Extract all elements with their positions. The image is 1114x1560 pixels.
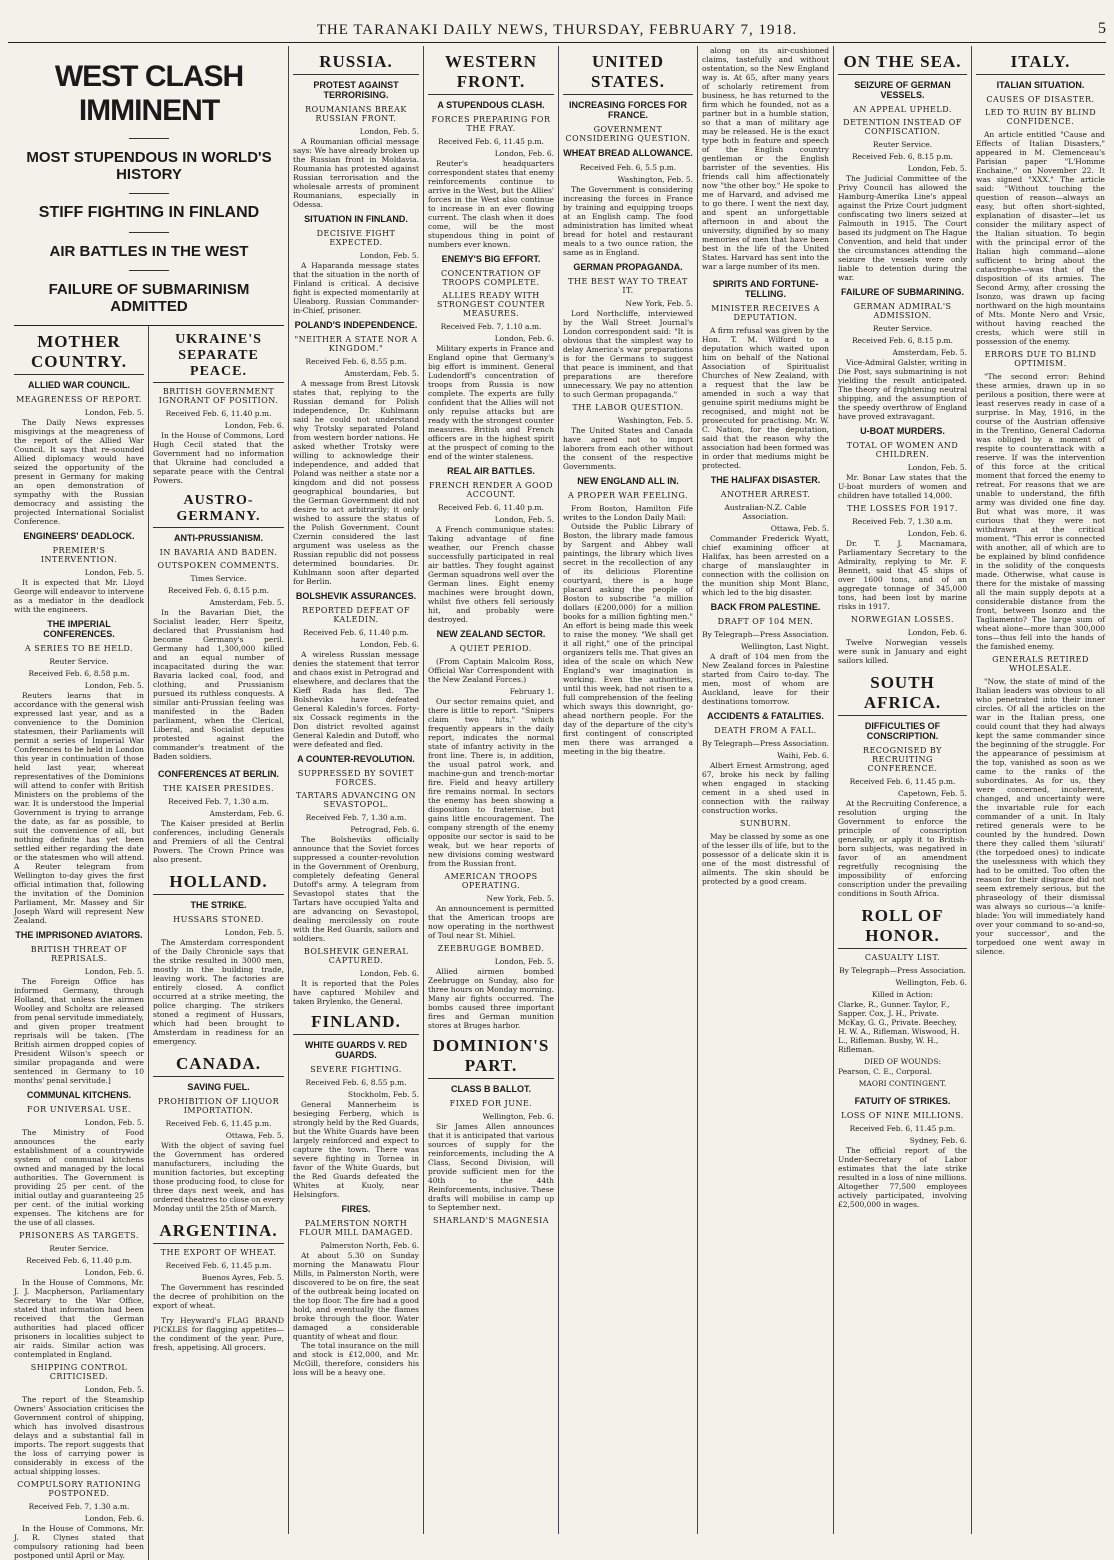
dateline: London, Feb. 5.	[84, 1118, 144, 1127]
dateline: Buenos Ayres, Feb. 5.	[201, 1273, 284, 1282]
article-body: "Now, the state of mind of the Italian leaders was obvious to all who penetrated into their inner circles. Of all the articles on the war in the Italian press, one could count that they had always kept the same commander since the beginning of the struggle. For the appearance of pessimism at the top, vanished as soon as we came to the ranks of the subordinates. As for us, they were concerned, incoherent, changed, and uncertainty were the invariable rule for each commander of a unit. In Italy retired generals were to be counted by the hundred. Down there they called them 'silurati' (the torpedoed ones) to indicate the uselessness with which they had to be omitted. Too often the reason for their disgrace did not seem extremely serious, but the phraseology of their dismissal was always so curious—'a knife-blade: You will immediately hand over your command to so-and-so, your successor', and the torpedoed one went away in silence.	[976, 677, 1105, 956]
article-subhead: THE BEST WAY TO TREAT IT.	[568, 277, 688, 295]
dateline: Reuter Service.	[49, 657, 109, 666]
article-subhead: ZEEBRUGGE BOMBED.	[437, 944, 545, 953]
article-headline: FIRES.	[341, 1204, 371, 1214]
article-headline: ALLIED WAR COUNCIL.	[28, 380, 130, 390]
article-body: With the object of saving fuel the Government has ordered manufacturers, including the munition factories, but excepting those producing food, to close for three days next week, and has ordered theatres to close on every Monday until the 25th of March.	[153, 1141, 284, 1213]
casualty-list: Clarke, R., Gunner. Taylor, F., Sapper. Cox, J. H., Private. McKay, G. G., Private. Beechey, H. W. A., Rifleman. Wiswood, H. L., Rifleman. Busby, W. H., Rifleman.	[838, 1000, 960, 1054]
section-austro-germany: AUSTRO-GERMANY.	[153, 493, 284, 528]
article-subhead: DETENTION INSTEAD OF CONFISCATION.	[843, 118, 962, 136]
divider	[129, 270, 169, 271]
article-subhead: SUNBURN.	[740, 819, 791, 828]
section-dominions-part: DOMINION'S PART.	[428, 1036, 554, 1079]
article-body: At the Recruiting Conference, a resolution urging the Government to enforce the principle of conscription generally, or apply it to British-born subjects, was negatived in favor of an amendment regretfully recognising the impossibility of enforcing conscription under the prevailing conditions in South Africa.	[838, 799, 967, 898]
article-subhead: BRITISH THREAT OF REPRISALS.	[30, 945, 128, 963]
column-2	[288, 46, 423, 1534]
dateline: Received Feb. 6, 11.45 p.m.	[165, 1119, 272, 1128]
dateline: Received Feb. 6, 11.45 p.m.	[438, 137, 544, 146]
article-headline: THE STRIKE.	[190, 900, 247, 910]
article-subhead: PROHIBITION OF LIQUOR IMPORTATION.	[157, 1097, 280, 1115]
dateline: London, Feb. 5.	[907, 463, 967, 472]
article-body: The Government has rescinded the decree of prohibition on the export of wheat.	[153, 1283, 284, 1310]
article-headline: POLAND'S INDEPENDENCE.	[294, 320, 418, 330]
casualty-heading: Killed in Action:	[872, 990, 933, 999]
article-headline: A COUNTER-REVOLUTION.	[297, 754, 415, 764]
dateline: Received Feb. 6, 5.5 p.m.	[579, 163, 677, 172]
section-mother-country: MOTHER COUNTRY.	[14, 332, 144, 375]
article-subhead: ALLIES READY WITH STRONGEST COUNTER MEASURES.	[436, 291, 546, 318]
article-subhead: AN APPEAL UPHELD.	[853, 105, 952, 114]
article-subhead: A QUIET PERIOD.	[450, 644, 532, 653]
dateline: Capetown, Feb. 5.	[898, 789, 967, 798]
headline-3: STIFF FIGHTING IN FINLAND	[38, 204, 260, 221]
dateline: Waihi, Feb. 6.	[777, 751, 829, 760]
article-body: In the House of Commons, Lord Hugh Cecil stated that the Government had no information that Ukraine had concluded a separate peace with the Central Powers.	[153, 431, 284, 485]
article-headline: ITALIAN SITUATION.	[996, 80, 1085, 90]
article-headline: CLASS B BALLOT.	[451, 1084, 531, 1094]
dateline: By Telegraph—Press Association.	[702, 630, 829, 639]
dateline: London, Feb. 6.	[907, 628, 967, 637]
dateline: London, Feb. 6.	[359, 969, 419, 978]
dateline: Received Feb. 7, 1.30 a.m.	[305, 813, 407, 822]
section-canada: CANADA.	[153, 1054, 284, 1077]
article-body: Commander Frederick Wyatt, chief examining officer at Halifax, has been arrested on a charge of manslaughter in connection with the collision on the munition ship Mont Blanc, which led to the big disaster.	[702, 534, 829, 597]
article-subhead: GENERALS RETIRED WHOLESALE.	[992, 655, 1089, 673]
article-body: The Ministry of Food announces the early establishment of a countrywide system of communal kitchens owned and managed by the local authorities. The Government is providing 25 per cent. of the initial outlay and guaranteeing 25 per cent. of the initial working expenses. The kitchens are for the use of all classes.	[14, 1128, 144, 1227]
article-body: It is expected that Mr. Lloyd George will endeavor to intervene as a mediator in the deadlock with the engineers.	[14, 578, 144, 614]
article-subhead: CONCENTRATION OF TROOPS COMPLETE.	[440, 269, 542, 287]
article-body: Reuter's headquarters correspondent states that enemy reinforcements continue to arrive in the West, but the Allies' forces in the West also continue to increase in an ever flowing current. The clash when it does come, will be the most stupendous thing in point of numbers ever known.	[428, 159, 554, 249]
column-3	[423, 46, 558, 1534]
article-body: Mr. Bonar Law states that the U-boat murders of women and children have totalled 14,000.	[838, 473, 967, 500]
dateline: New York, Feb. 5.	[625, 299, 693, 308]
article-headline: CONFERENCES AT BERLIN.	[157, 769, 279, 779]
article-body: Reuters learns that in accordance with the general wish expressed last year, and as a convenience to the Dominion statesmen, their Parliaments will permit a series of Imperial War Conferences to be held in London this year in continuation of those held last year, whereat representatives of the Dominions will attend to confer with British Ministers on the problems of the war. It is understood the Imperial Government is trying to arrange the date, as far as possible, to suit the convenience of all, but nothing definite has yet been settled either regarding the date or the statesmen who will attend. A Reuter telegram from Wellington to-day gives the first official intimation that, following the invitation of the Dominion Parliament, Mr. Massey and Sir Joseph Ward will represent New Zealand.	[14, 691, 144, 925]
dateline: London, Feb. 5.	[494, 515, 554, 524]
article-body: The official report of the Under-Secretary of Labor estimates that the late strike resulted in a loss of nine millions. Altogether 77,500 employees actively participated, involving £2,500,000 in wages.	[838, 1146, 967, 1209]
dateline: London, Feb. 5.	[494, 957, 554, 966]
article-body: A Roumanian official message says: We have already broken up the Russian front in Moldavia. Roumania has protested against Russian terrorisation and the wholesale arrests of prominent Roumanians, especially in Odessa.	[293, 137, 419, 209]
article-subhead: MINISTER RECEIVES A DEPUTATION.	[711, 304, 820, 322]
article-body: General Mannerheim is besieging Ferberg, which is strongly held by the Red Guards, but the White Guards have been largely reinforced and expect to capture the town. There was severe fighting in Tornea in favor of the White Guards, but the Red Guards defeated the Whites at Kuoly, near Helsingfors.	[293, 1100, 419, 1199]
article-body: The Foreign Office has informed Germany, through Holland, that unless the airmen Woolley and Scholtz are released from penal servitude immediately, and given proper treatment reprisals will be taken. [The British airmen dropped copies of President Wilson's speech or similar propaganda and were sentenced in Germany to 10 months' penal servitude.]	[14, 977, 144, 1085]
section-russia: RUSSIA.	[293, 52, 419, 75]
article-subhead: LED TO RUIN BY BLIND CONFIDENCE.	[984, 108, 1097, 126]
article-body: "The second error: Behind these armies, drawn up in so perilous a position, there were at least reserves ready in case of a surprise. In May, 1916, in the course of the Austrian offensive in the Trentino, General Cadorna was obliged by a moment of respite to counterattack with a reserve. If was the intervention of this force at the critical moment that forced the enemy to retreat. For reasons that we are unable to understand, the fifth army was divided one fine day. But what was more, it was curious that they were not withdrawn at the critical moment. "This error is connected with another, all of which are to be explained by blind confidence in the solidity of the conquests made. Otherwise, what cause is there for the mistake of massing all the main supply depots at a considerable distance from the front, between Isonzo and the Tagliamento? The large sum of wheat alone—more than 300,000 tons—thus fell into the hands of the famished enemy.	[976, 372, 1105, 651]
dateline: Received Feb. 6, 11.45 p.m.	[849, 1124, 956, 1133]
dateline: Washington, Feb. 5.	[617, 416, 693, 425]
article-subhead: "NEITHER A STATE NOR A KINGDOM."	[294, 335, 418, 353]
article-subhead: THE LABOR QUESTION.	[572, 403, 684, 412]
dateline: Wellington, Feb. 6.	[895, 978, 967, 987]
article-subhead: IN BAVARIA AND BADEN.	[159, 548, 278, 557]
headline-5: FAILURE OF SUBMARINISM ADMITTED	[48, 281, 250, 315]
article-body: Twelve Norwegian vessels were sunk in January and eight sailors killed.	[838, 638, 967, 665]
article-subhead: THE KAISER PRESIDES.	[162, 784, 275, 793]
article-body: The Kaiser presided at Berlin conferences, including Generals and Premiers of all the Central Powers. The Crown Prince was also present.	[153, 819, 284, 864]
article-body: May be classed by some as one of the lesser ills of life, but to the possessor of a delicate skin it is one of the most distressful of ailments. The skin should be protected by a good cream.	[702, 832, 829, 886]
article-headline: WHEAT BREAD ALLOWANCE.	[563, 148, 693, 158]
dateline: London, Feb. 5.	[84, 1385, 144, 1394]
article-body: In the Bavarian Diet, the Socialist leader, Herr Speitz, declared that Prussianism had become Germany's peril. Germany had 1,300,000 killed and an equal number of incapacitated during the war. Bavaria lacked coal, food, and clothing, and Prussianism pursued its ruthless conquests. A similar anti-Prussian feeling was manifested in the Baden parliament, when the Clerical, Liberal, and Socialist deputies protested against the commander's treatment of the Baden soldiers.	[153, 608, 284, 761]
dateline: London, Feb. 5.	[84, 408, 144, 417]
article-body: Outside the Public Library of Boston, the library made famous by Sargent and Abbey wall paintings, the library which lives secret in the recollection of any of its delicious Florentine courtyard, there is a huge placard asking the people of Boston to subscribe "a million dollars (£200,000) for a million books for a million fighting men." An effort is being made this week to raise the money. "We shall get it all right," one of the principal organizers tells me. That gives an idea of the scale on which New England's war imagination is working. Even the authorities, until this week, had not risen to a full comprehension of the feeling which sways this downright, go-ahead northern people. For the day of the departure of the city's first contingent of conscripted men there was arranged a meeting in the big theatre.	[563, 522, 693, 756]
dateline: London, Feb. 5.	[84, 681, 144, 690]
article-subhead: FOR UNIVERSAL USE.	[27, 1105, 131, 1114]
dateline: London, Feb. 5.	[224, 928, 284, 937]
section-finland: FINLAND.	[293, 1012, 419, 1035]
article-body: Lord Northcliffe, interviewed by the Wall Street Journal's London correspondent said: "It is obvious that the simplest way to delay America's war preparations is for the Germans to suggest that peace is imminent, and that preparations are therefore unnecessary. We pay no attention to such German propaganda."	[563, 309, 693, 399]
column-1	[10, 46, 288, 1560]
dateline: By Telegraph—Press Association.	[839, 966, 966, 975]
main-headline: WEST CLASH IMMINENT	[54, 60, 244, 127]
article-subhead: SHIPPING CONTROL CRITICISED.	[30, 1363, 128, 1381]
article-headline: THE HALIFAX DISASTER.	[710, 475, 821, 485]
dateline: Received Feb. 6, 11.40 p.m.	[438, 503, 544, 512]
article-body: In the House of Commons, Mr. J. J. Macpherson, Parliamentary Secretary to the War Office, stated that information had been received that the German authorities had placed officer prisoners in localities subject to air raids. Similar action was contemplated in England.	[14, 1278, 144, 1359]
dateline: Wellington, Last Night.	[740, 642, 829, 651]
dateline: Amsterdam, Feb. 5.	[209, 598, 284, 607]
article-subhead: DECISIVE FIGHT EXPECTED.	[316, 229, 396, 247]
article-subhead: ROUMANIANS BREAK RUSSIAN FRONT.	[305, 105, 407, 123]
article-note: (From Captain Malcolm Ross, Official War Correspondent with the New Zealand Forces.)	[428, 657, 554, 684]
dateline: London, Feb. 5.	[359, 251, 419, 260]
dateline: Petrograd, Feb. 6.	[350, 825, 419, 834]
dateline: Received Feb. 7, 1.30 a.m.	[852, 517, 953, 526]
article-headline: WHITE GUARDS V. RED GUARDS.	[304, 1040, 408, 1060]
article-body: A message from Brest Litovsk states that, replying to the Russian demand for Polish independence, Dr. Kuhlmann said he could not understand why Trotsky separated Poland from western border nations. He asked whether Trotsky were willing to acknowledge their independence, and added that Poland was neither a state nor a kingdom and did not possess geographical boundaries, but the German Government did not desire to act arbitrarily; it only wished to assure the status of the Polish Government. Count Czernin considered the last argument was useless as the Russian republic did not possess determined boundaries. Dr. Kuhlmann soon after departed for Berlin.	[293, 379, 419, 586]
article-subhead: PREMIER'S INTERVENTION.	[40, 546, 118, 564]
article-subhead: CASUALTY LIST.	[864, 953, 941, 962]
dateline: London, Feb. 6.	[84, 1268, 144, 1277]
article-headline: COMMUNAL KITCHENS.	[26, 1090, 132, 1100]
dateline: Received Feb. 6, 11.45 p.m.	[849, 777, 956, 786]
dateline: Received Feb. 6, 11.40 p.m.	[165, 409, 272, 418]
section-holland: HOLLAND.	[153, 872, 284, 895]
dateline: Received Feb. 6, 8.55 p.m.	[305, 357, 407, 366]
article-subhead: RECOGNISED BY RECRUITING CONFERENCE.	[863, 746, 942, 773]
article-body: The total insurance on the mill and stock is £12,000, and Mr. McGill, therefore, considers his loss will be a heavy one.	[293, 1341, 419, 1377]
article-headline: ENGINEERS' DEADLOCK.	[23, 531, 135, 541]
dateline: Australian-N.Z. Cable Association.	[724, 503, 807, 521]
article-body: A Haparanda message states that the situation in the north of Finland is critical. A decisive fight is expected momentarily at Uleaborg. Russian Commander-in-Chief, prisoner.	[293, 261, 419, 315]
article-body: A firm refusal was given by the Hon. T. M. Wilford to a deputation which waited upon him on behalf of the National Association of Spiritualist Churches of New Zealand, with a request that the law be amended in such a way that genuine spirit mediums might be recognised, and might not be prosecuted for practising. Mr. W. C. Nation, for the deputation, said that the reason why the association had been formed was in order that mediums might be protected.	[702, 326, 829, 470]
article-body: The report of the Steamship Owners' Association criticises the Government control of shipping, which has involved disastrous delays and a substantial fall in imports. The report suggests that the loss of carrying power is considerably in excess of the actual shipping losses.	[14, 1395, 144, 1476]
dateline: Received Feb. 6, 11.40 p.m.	[26, 1256, 132, 1265]
article-subhead: PALMERSTON NORTH FLOUR MILL DAMAGED.	[299, 1219, 413, 1237]
dateline: Received Feb. 6, 8.58 p.m.	[28, 669, 130, 678]
article-headline: ANTI-PRUSSIANISM.	[173, 533, 263, 543]
article-body: A draft of 104 men from the New Zealand forces in Palestine started from Cairo to-day. The men, most of whom are Auckland, leave for their destinations tomorrow.	[702, 652, 829, 706]
article-subhead: DEATH FROM A FALL.	[714, 726, 817, 735]
article-subhead: REPORTED DEFEAT OF KALEDIN.	[302, 606, 410, 624]
article-headline: ENEMY'S BIG EFFORT.	[441, 254, 541, 264]
article-headline: U-BOAT MURDERS.	[860, 426, 945, 436]
dateline: Received Feb. 6, 8.55 p.m.	[305, 1078, 407, 1087]
dateline: Ottawa, Feb. 5.	[225, 1131, 284, 1140]
article-body: Vice-Admiral Galster, writing in Die Post, says submarining is not yielding the result anticipated. The theory of frightening neutral shipping, and the assumption of the speedy overthrow of England have proved extravagant.	[838, 358, 967, 421]
masthead-rule	[8, 42, 1106, 43]
article-headline: BOLSHEVIK ASSURANCES.	[295, 591, 417, 601]
dateline: New York, Feb. 5.	[486, 894, 554, 903]
dateline: Reuter Service.	[872, 140, 933, 149]
article-subhead: TARTARS ADVANCING ON SEVASTOPOL.	[295, 791, 417, 809]
article-body: The Government is considering increasing the forces in France by training and equipping troops at an English camp. The food administration has limited wheat bread for hotel and restaurant meals to a two ounce ration, the same as in England.	[563, 185, 693, 257]
article-body: An article entitled "Cause and Effects of Italian Disasters," appeared in M. Clemenceau's Parisian paper "L'Homme Enchaine," on November 22. It was signed "XXX." The article said: "Without touching the question of reason—always an easy, but often short-sighted, explanation of disaster—let us consider the military aspect of the Italian situation. To begin with the principal error of the Italian high command—alone sufficient to bring about the catastrophe—was that of the disposition of its armies. The Second Army, after crossing the Isonzo, was drawn up facing northward on the high mountains of Mts. Monte Nero and Vrsic, without having reached the crests, which were still in possession of the enemy.	[976, 130, 1105, 346]
divider	[129, 193, 169, 194]
article-body: The Daily News expresses misgivings at the meagreness of the report of the Allied War Council. It says that re-sounded Allied diplomacy would have seized the opportunity of the present in Germany for making an open demonstration of sympathy with the Russian democracy and assisting the projected International Socialist Conference.	[14, 418, 144, 526]
casualty-heading: MAORI CONTINGENT.	[858, 1079, 947, 1088]
dateline: Received Feb. 6, 8.15 p.m.	[167, 586, 270, 595]
article-body: An announcement is permitted that the American troops are now operating in the northwest of Toul near St. Mihiel.	[428, 904, 554, 940]
article-subhead: NORWEGIAN LOSSES.	[850, 615, 955, 624]
article-body: Our sector remains quiet, and there is little to report. "Snipers claim two hits," which frequently appears in the daily report, indicates the normal state of infantry activity in the front line. There is, in addition, the usual patrol work, and machine-gun and trench-mortar fire. Field and heavy artillery fire remains normal. In sectors the enemy has been showing a disposition to fraternise, but gains little encouragement. The company strength of the enemy opposite our sector is said to be weak, but we hear reports of new divisions coming westward from the Russian front.	[428, 697, 554, 868]
article-headline: BACK FROM PALESTINE.	[710, 602, 821, 612]
article-headline: FATUITY OF STRIKES.	[854, 1096, 951, 1106]
article-headline: NEW ZEALAND SECTOR.	[436, 629, 546, 639]
article-body: Military experts in France and England opine that Germany's big effort is imminent. General Ludendorff's concentration of troops from Russia is now complete. The experts are fully confident that the Allies will not only repulse attacks but are ready with the strongest counter measures. British and French officers are in the highest spirit at the prospect of coming to the end of the winter staleness.	[428, 344, 554, 461]
dateline: Amsterdam, Feb. 6.	[209, 809, 284, 818]
dateline: Received Feb. 6, 8.15 p.m.	[851, 336, 954, 345]
article-headline: SAVING FUEL.	[187, 1082, 250, 1092]
section-on-the-sea: ON THE SEA.	[838, 52, 967, 75]
dateline: London, Feb. 6.	[494, 334, 554, 343]
dateline: London, Feb. 5.	[359, 127, 419, 136]
article-body: A wireless Russian message denies the statement that terror and chaos exist in Petrograd and elsewhere, and declares that the Kieff Rada has fled. The Bolsheviks have defeated General Kaledin's forces. Forty-six Cossack regiments in the Don district revolted against General Kaledin and Dutoff, who were defeated and fled.	[293, 650, 419, 749]
dateline: Wellington, Feb. 6.	[482, 1112, 554, 1121]
section-italy: ITALY.	[976, 52, 1105, 75]
column-7	[971, 46, 1109, 1534]
dateline: Washington, Feb. 5.	[617, 175, 693, 184]
article-headline: SEIZURE OF GERMAN VESSELS.	[854, 80, 951, 100]
dateline: Amsterdam, Feb. 5.	[344, 369, 419, 378]
article-subhead: TOTAL OF WOMEN AND CHILDREN.	[846, 441, 959, 459]
dateline: Reuter Service.	[49, 1244, 109, 1253]
dateline: Received Feb. 7, 1.30 a.m.	[28, 1502, 130, 1511]
article-headline: DIFFICULTIES OF CONSCRIPTION.	[864, 721, 941, 741]
dateline: February 1.	[509, 687, 554, 696]
article-body: At about 5.30 on Sunday morning the Manawatu Flour Mills, in Palmerston North, were discovered to be on fire, the seat of the outbreak being located on the top floor. The fire had a good hold, and eventually the flames broke through the floor. Water damaged a considerable quantity of wheat and flour.	[293, 1251, 419, 1341]
dateline: London, Feb. 6.	[494, 149, 554, 158]
article-subhead: GERMAN ADMIRAL'S ADMISSION.	[853, 302, 952, 320]
article-body: The Judicial Committee of the Privy Council has allowed the Hamburg-Amerika Line's appeal against the Prize Court judgment confiscating two liners seized at Falmouth in 1915. The Court based its judgment on The Hague Convention, and held that under the circumstances attending the seizure the vessels were only liable to detention during the war.	[838, 174, 967, 282]
dateline: London, Feb. 6.	[84, 1514, 144, 1523]
dateline: By Telegraph—Press Association.	[702, 739, 829, 748]
dateline: Reuter Service.	[872, 324, 933, 333]
article-subhead: MEAGRENESS OF REPORT.	[16, 395, 142, 404]
article-body: In the House of Commons, Mr. J. R. Clynes stated that compulsory rationing had been postponed until April or May.	[14, 1524, 144, 1560]
newspaper-title: THE TARANAKI DAILY NEWS, THURSDAY, FEBRUARY 7, 1918.	[316, 22, 798, 38]
dateline: Ottawa, Feb. 5.	[770, 524, 829, 533]
article-subhead: ERRORS DUE TO BLIND OPTIMISM.	[984, 350, 1097, 368]
article-subhead: BRITISH GOVERNMENT IGNORANT OF POSITION.	[158, 387, 279, 405]
dateline: Amsterdam, Feb. 5.	[892, 348, 967, 357]
article-subhead: GOVERNMENT CONSIDERING QUESTION.	[565, 125, 691, 143]
advertisement: Try Heyward's FLAG BRAND PICKLES for flagging appetites—the condiment of the year. Pure, fresh, appetising. All grocers.	[153, 1316, 284, 1352]
dateline: London, Feb. 5.	[84, 967, 144, 976]
dateline: London, Feb. 6.	[224, 421, 284, 430]
article-body: Allied airmen bombed Zeebrugge on Sunday, also for three hours on Monday morning. Many air fights occurred. The bombs caused three important fires and German munition stores at Bruges harbor.	[428, 967, 554, 1030]
divider	[129, 138, 169, 139]
dateline: Received Feb. 7, 1.10 a.m.	[440, 322, 542, 331]
section-western-front: WESTERN FRONT.	[428, 52, 554, 95]
dateline: London, Feb. 6.	[907, 529, 967, 538]
section-argentina: ARGENTINA.	[153, 1221, 284, 1244]
article-headline: THE IMPERIAL CONFERENCES.	[43, 619, 115, 639]
column-5	[697, 46, 833, 1534]
dateline: Palmerston North, Feb. 6.	[320, 1241, 419, 1250]
article-subhead: A SERIES TO BE HELD.	[24, 644, 134, 653]
article-subhead: OUTSPOKEN COMMENTS.	[157, 561, 280, 570]
article-subhead: ANOTHER ARREST.	[720, 490, 811, 499]
article-subhead: COMPULSORY RATIONING POSTPONED.	[17, 1480, 141, 1498]
article-subhead: SEVERE FIGHTING.	[310, 1065, 402, 1074]
article-headline: ACCIDENTS & FATALITIES.	[707, 711, 824, 721]
casualty-heading: DIED OF WOUNDS:	[863, 1057, 941, 1066]
article-body: It is reported that the Poles have captured Mohilev and taken Brylenko, the General.	[293, 979, 419, 1006]
article-headline: THE IMPRISONED AVIATORS.	[15, 930, 143, 940]
advertisement-headline: SHARLAND'S MAGNESIA	[432, 1216, 550, 1225]
article-body: A French communique states: Taking advantage of fine weather, our French chasse successfully participated in real air battles. They fought against German squadrons well over the German lines. Eight enemy machines were brought down, whilst five others fell seriously hit, and probably were destroyed.	[428, 525, 554, 624]
dateline: Received Feb. 6, 8.15 p.m.	[851, 152, 954, 161]
article-subhead: LOSS OF NINE MILLIONS.	[841, 1111, 964, 1120]
article-body: Albert Ernest Armstrong, aged 67, broke his neck by falling when engaged in stacking cement in a shed used in connection with the railway construction works.	[702, 761, 829, 815]
dateline: London, Feb. 5.	[84, 568, 144, 577]
column-4	[558, 46, 697, 1534]
masthead	[0, 0, 1114, 44]
article-body: Dr. T. J. Macnamara, Parliamentary Secretary to the Admiralty, replying to Mr. F. Bennett, said that 45 ships of over 1600 tons, and of an aggregate tonnage of 345,000 tons, had been lost by marine risks in 1917.	[838, 539, 967, 611]
section-roll-of-honor: ROLL OF HONOR.	[838, 906, 967, 949]
article-headline: NEW ENGLAND ALL IN.	[577, 476, 679, 486]
article-body: The Amsterdam correspondent of the Daily Chronicle says that the strike resulted in 3000 men, mostly in the building trade, leaving work. The factories are entirely closed. A conflict occurred at a strike meeting, the police charging. The strikers stoned a regiment of Hussars, which had been brought to Amsterdam in readiness for an emergency.	[153, 938, 284, 1046]
article-subhead: PRISONERS AS TARGETS.	[19, 1231, 139, 1240]
article-subhead: THE LOSSES FOR 1917.	[847, 504, 958, 513]
article-headline: SITUATION IN FINLAND.	[304, 214, 408, 224]
dateline: Stockholm, Feb. 5.	[348, 1090, 419, 1099]
dateline: Received Feb. 6, 11.40 p.m.	[303, 628, 409, 637]
article-subhead: CAUSES OF DISASTER.	[986, 95, 1095, 104]
dateline: Sydney, Feb. 6.	[909, 1136, 967, 1145]
casualty-list: Pearson, C. E., Corporal.	[838, 1067, 933, 1076]
headline-4: AIR BATTLES IN THE WEST	[49, 243, 249, 260]
dateline: Received Feb. 6, 11.45 p.m.	[165, 1261, 272, 1270]
article-subhead: SUPPRESSED BY SOVIET FORCES.	[297, 769, 415, 787]
article-headline: A STUPENDOUS CLASH.	[437, 100, 545, 110]
article-headline: REAL AIR BATTLES.	[447, 466, 535, 476]
article-headline: PROTEST AGAINST TERRORISING.	[313, 80, 399, 100]
dateline: Received Feb. 7, 1.30 a.m.	[168, 797, 269, 806]
article-body: The United States and Canada have agreed not to import laborers from each other without the consent of the respective Governments.	[563, 426, 693, 471]
article-subhead: FRENCH RENDER A GOOD ACCOUNT.	[429, 481, 553, 499]
article-subhead: FORCES PREPARING FOR THE FRAY.	[431, 115, 551, 133]
article-headline: FAILURE OF SUBMARINING.	[841, 287, 964, 297]
article-subhead: FIXED FOR JUNE.	[449, 1099, 533, 1108]
dateline: London, Feb. 6.	[359, 640, 419, 649]
article-subhead: THE EXPORT OF WHEAT.	[160, 1248, 277, 1257]
section-south-africa: SOUTH AFRICA.	[838, 673, 967, 716]
divider	[129, 232, 169, 233]
article-body: The Bolsheviks officially announce that the Soviet forces suppressed a counter-revolution in the Government of Orenburg, completely defeating General Dutoff's army. A telegram from Sevastopol states that the Tartars have occupied Yalta and are advancing on Sevastopol, dealing mercilessly on route with the Red Guards, sailors and soldiers.	[293, 835, 419, 943]
dateline: London, Feb. 5.	[907, 164, 967, 173]
article-intro: From Boston, Hamilton Fife writes to the London Daily Mail:	[563, 504, 693, 522]
headline-2: MOST STUPENDOUS IN WORLD'S HISTORY	[26, 149, 272, 183]
article-subhead: AMERICAN TROOPS OPERATING.	[444, 872, 538, 890]
column-6	[833, 46, 971, 1534]
article-headline: SPIRITS AND FORTUNE-TELLING.	[712, 279, 819, 299]
article-subhead: DRAFT OF 104 MEN.	[717, 617, 814, 626]
article-subhead: BOLSHEVIK GENERAL CAPTURED.	[303, 947, 409, 965]
article-body: Sir James Allen announces that it is anticipated that various sources of supply for the reinforcements, including the A Class, Second Division, will provide sufficient men for the 40th to the 44th Reinforcements, inclusive. These drafts will mobilise in camp up to September next.	[428, 1122, 554, 1212]
page-number: 5	[1098, 20, 1106, 37]
article-subhead: HUSSARS STONED.	[173, 915, 264, 924]
section-ukraine: UKRAINE'S SEPARATE PEACE.	[153, 332, 284, 383]
dateline: Times Service.	[190, 574, 247, 583]
article-subhead: A PROPER WAR FEELING.	[567, 491, 689, 500]
article-headline: GERMAN PROPAGANDA.	[573, 262, 683, 272]
article-headline: INCREASING FORCES FOR FRANCE.	[568, 100, 687, 120]
article-body: along on its air-cushioned claims, tastefully and without ostentation, so the New England way is. At 65, after many years of scholarly retirement from business, he has returned to the firm which he founded, not as a partner but in a humble station, so that a man of military age may be released. He is the exact type both in feature and speech of the English country gentleman or the English barrister of the seventies. His friends call him affectionately now "the other boy." He spoke to me of Harvard, and advised me to go there. I went the next day, and spent an unforgettable afternoon in and about the university, dignified by so many memories of men that have been best in the life of the United States. Harvard has sent into the war a large number of its men.	[702, 46, 829, 271]
section-united-states: UNITED STATES.	[563, 52, 693, 95]
